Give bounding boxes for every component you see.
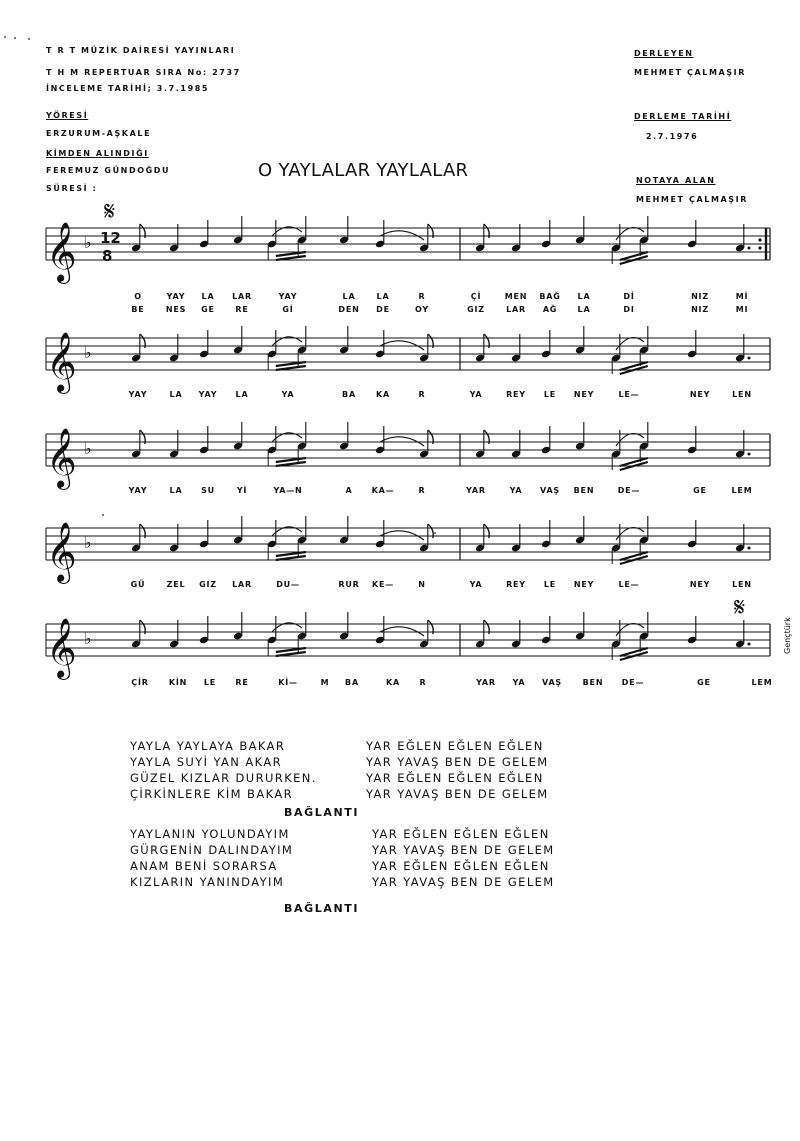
- stamp-text: Gençtürk: [783, 617, 792, 654]
- lyric-syllable: GIZ: [467, 305, 485, 314]
- lyric-syllable: YA—N: [273, 486, 303, 495]
- source-label: KİMDEN ALINDIĞI: [46, 149, 149, 158]
- slur: [380, 231, 424, 240]
- lyric-syllable: YAY: [128, 486, 148, 495]
- note-beam: [276, 556, 306, 560]
- verse-line: YAR EĞLEN EĞLEN EĞLEN: [372, 827, 550, 841]
- lyric-syllable: DEN: [338, 305, 360, 314]
- lyric-syllable: BE: [131, 305, 145, 314]
- duration-label: SÜRESİ :: [46, 184, 98, 193]
- lyric-syllable: BEN: [573, 486, 595, 495]
- lyric-syllable: N: [418, 580, 426, 589]
- lyric-syllable: Çİ: [470, 292, 482, 301]
- lyric-syllable: DU—: [276, 580, 300, 589]
- lyric-syllable: BAĞ: [539, 292, 561, 301]
- lyric-syllable: LE: [543, 580, 557, 589]
- treble-clef-icon: 𝄞: [46, 428, 77, 488]
- lyric-syllable: YA: [509, 486, 523, 495]
- lyric-syllable: BA: [342, 390, 356, 399]
- dot: [748, 247, 751, 250]
- verse-line: YAR EĞLEN EĞLEN EĞLEN: [372, 859, 550, 873]
- lyric-syllable: GE: [693, 486, 707, 495]
- lyric-syllable: LA: [169, 390, 183, 399]
- lyric-syllable: NIZ: [691, 292, 709, 301]
- lyric-syllable: ZEL: [166, 580, 186, 589]
- lyric-syllable: GE: [201, 305, 215, 314]
- verse-line: GÜRGENİN DALINDAYIM: [130, 843, 294, 857]
- lyric-syllable: YAY: [278, 292, 298, 301]
- lyric-syllable: MEN: [504, 292, 528, 301]
- lyric-syllable: KE—: [371, 580, 395, 589]
- lyric-syllable: RE: [235, 678, 249, 687]
- verse-1-left: [130, 738, 317, 802]
- region-value: ERZURUM-AŞKALE: [46, 129, 152, 138]
- lyrics-row-1b: [0, 305, 800, 319]
- lyric-syllable: A: [345, 486, 353, 495]
- lyric-syllable: MI: [735, 305, 749, 314]
- lyric-syllable: YA: [281, 390, 295, 399]
- lyric-syllable: R: [418, 292, 426, 301]
- treble-clef-icon: 𝄞: [46, 222, 77, 282]
- lyric-syllable: DE—: [621, 678, 645, 687]
- note-beam: [620, 362, 648, 370]
- note-beam: [276, 652, 306, 656]
- flat-sign-icon: ♭: [84, 343, 92, 362]
- verse-line: YAR YAVAŞ BEN DE GELEM: [366, 787, 549, 801]
- time-signature-bottom: 8: [102, 247, 113, 265]
- review-date: İNCELEME TARİHİ; 3.7.1985: [46, 84, 210, 93]
- lyric-syllable: NIZ: [691, 305, 709, 314]
- lyric-syllable: GIZ: [199, 580, 217, 589]
- lyric-syllable: LE: [543, 390, 557, 399]
- verse-line: YAYLA SUYİ YAN AKAR: [130, 755, 283, 769]
- scan-speck: [4, 36, 6, 38]
- song-title: O YAYLALAR YAYLALAR: [258, 160, 469, 181]
- repertoire-number: T H M REPERTUAR SIRA No: 2737: [46, 68, 241, 77]
- lyric-syllable: ÇİR: [131, 678, 149, 687]
- lyric-syllable: DI: [623, 305, 635, 314]
- verse-line: YAR EĞLEN EĞLEN EĞLEN: [366, 771, 544, 785]
- lyrics-row-4: [0, 580, 800, 594]
- lyric-syllable: NES: [165, 305, 187, 314]
- lyric-syllable: LA: [376, 292, 390, 301]
- compiler-value: MEHMET ÇALMAŞIR: [634, 68, 746, 77]
- repeat-dot: [758, 238, 761, 241]
- lyric-syllable: NEY: [573, 390, 595, 399]
- verse-line: GÜZEL KIZLAR DURURKEN.: [130, 771, 317, 785]
- lyric-syllable: Gİ: [282, 305, 294, 314]
- notation-value: MEHMET ÇALMAŞIR: [636, 195, 748, 204]
- source-value: FEREMUZ GÜNDOĞDU: [46, 166, 171, 175]
- note-beam: [276, 252, 306, 256]
- lyric-syllable: LEN: [732, 580, 752, 589]
- lyric-syllable: RUR: [338, 580, 360, 589]
- lyric-syllable: NEY: [573, 580, 595, 589]
- lyric-syllable: Kİ—: [278, 678, 298, 687]
- scan-speck: [14, 37, 16, 39]
- note-beam: [620, 648, 648, 656]
- lyric-syllable: R: [418, 486, 426, 495]
- note-beam: [276, 648, 306, 652]
- dot: [748, 453, 751, 456]
- lyric-syllable: NEY: [689, 390, 711, 399]
- verse-line: YAR YAVAŞ BEN DE GELEM: [366, 755, 549, 769]
- verse-2-left: [130, 826, 293, 890]
- lyric-syllable: YAY: [198, 390, 218, 399]
- scan-speck: [102, 514, 104, 516]
- flat-sign-icon: ♭: [84, 439, 92, 458]
- flat-sign-icon: ♭: [84, 533, 92, 552]
- lyric-syllable: LAR: [232, 292, 252, 301]
- refrain-label-2: BAĞLANTI: [284, 902, 360, 915]
- lyric-syllable: KA: [386, 678, 400, 687]
- lyric-syllable: YA: [469, 580, 483, 589]
- lyric-syllable: OY: [415, 305, 429, 314]
- note-beam: [620, 252, 648, 260]
- lyric-syllable: LE—: [618, 390, 640, 399]
- notation-label: NOTAYA ALAN: [636, 176, 716, 185]
- note-beam: [276, 256, 306, 260]
- lyric-syllable: AĞ: [542, 305, 558, 314]
- verse-line: YAR YAVAŞ BEN DE GELEM: [372, 843, 555, 857]
- dot: [748, 643, 751, 646]
- dot: [748, 547, 751, 550]
- lyric-syllable: LA: [201, 292, 215, 301]
- slur: [380, 627, 424, 636]
- lyric-syllable: DE—: [617, 486, 641, 495]
- verse-line: YAYLANIN YOLUNDAYIM: [130, 827, 290, 841]
- lyric-syllable: O: [134, 292, 142, 301]
- lyric-syllable: VAŞ: [541, 678, 563, 687]
- lyric-syllable: REY: [506, 390, 526, 399]
- time-signature-top: 12: [100, 229, 121, 247]
- lyrics-row-1a: [0, 292, 800, 306]
- note-beam: [276, 458, 306, 462]
- lyrics-row-5: [0, 678, 800, 692]
- verse-line: ÇİRKİNLERE KİM BAKAR: [130, 787, 293, 801]
- lyric-syllable: Yİ: [236, 486, 248, 495]
- verse-line: YAYLA YAYLAYA BAKAR: [130, 739, 286, 753]
- verse-line: YAR EĞLEN EĞLEN EĞLEN: [366, 739, 544, 753]
- lyric-syllable: LE: [203, 678, 217, 687]
- lyric-syllable: KA: [376, 390, 390, 399]
- verse-2-right: [372, 826, 555, 890]
- lyric-syllable: LA: [577, 292, 591, 301]
- lyric-syllable: LE—: [618, 580, 640, 589]
- lyric-syllable: LA: [342, 292, 356, 301]
- lyric-syllable: RE: [235, 305, 249, 314]
- verse-1-right: [366, 738, 549, 802]
- lyric-syllable: VAŞ: [539, 486, 561, 495]
- treble-clef-icon: 𝄞: [46, 618, 77, 678]
- lyric-syllable: LEM: [751, 678, 773, 687]
- lyrics-row-2: [0, 390, 800, 404]
- lyric-syllable: LA: [577, 305, 591, 314]
- lyric-syllable: M: [320, 678, 330, 687]
- lyric-syllable: BA: [345, 678, 359, 687]
- lyric-syllable: YA: [469, 390, 483, 399]
- repeat-dot: [758, 246, 761, 249]
- dot: [748, 357, 751, 360]
- lyric-syllable: Dİ: [623, 292, 635, 301]
- lyric-syllable: NEY: [689, 580, 711, 589]
- compiler-label: DERLEYEN: [634, 49, 694, 58]
- note-beam: [276, 366, 306, 370]
- lyric-syllable: SU: [201, 486, 215, 495]
- lyric-syllable: YAR: [466, 486, 486, 495]
- lyric-syllable: REY: [506, 580, 526, 589]
- segno-icon: 𝄋: [734, 593, 746, 623]
- slur: [380, 531, 424, 540]
- verse-line: ANAM BENİ SORARSA: [130, 859, 278, 873]
- verse-line: YAR YAVAŞ BEN DE GELEM: [372, 875, 555, 889]
- flat-sign-icon: ♭: [84, 233, 92, 252]
- treble-clef-icon: 𝄞: [46, 522, 77, 582]
- lyric-syllable: BEN: [582, 678, 604, 687]
- flat-sign-icon: ♭: [84, 629, 92, 648]
- scan-speck: [434, 532, 436, 534]
- refrain-label-1: BAĞLANTI: [284, 806, 360, 819]
- note-beam: [276, 552, 306, 556]
- lyric-syllable: LEM: [731, 486, 753, 495]
- lyric-syllable: YA: [512, 678, 526, 687]
- collection-date-label: DERLEME TARİHİ: [634, 112, 732, 121]
- note-beam: [620, 552, 648, 560]
- scan-speck: [28, 38, 30, 40]
- segno-icon: 𝄋: [104, 197, 116, 227]
- region-label: YÖRESİ: [46, 111, 89, 120]
- lyric-syllable: R: [418, 390, 426, 399]
- lyric-syllable: KA—: [371, 486, 395, 495]
- lyric-syllable: Mİ: [735, 292, 749, 301]
- lyric-syllable: KİN: [168, 678, 188, 687]
- lyric-syllable: LAR: [506, 305, 526, 314]
- lyric-syllable: GÜ: [130, 580, 146, 589]
- lyric-syllable: YAY: [166, 292, 186, 301]
- lyric-syllable: YAY: [128, 390, 148, 399]
- lyric-syllable: YAR: [476, 678, 496, 687]
- lyrics-row-3: [0, 486, 800, 500]
- collection-date-value: 2.7.1976: [646, 132, 699, 141]
- lyric-syllable: LA: [235, 390, 249, 399]
- note-beam: [620, 458, 648, 466]
- verse-line: KIZLARIN YANINDAYIM: [130, 875, 285, 889]
- lyric-syllable: DE: [376, 305, 390, 314]
- publisher-line: T R T MÜZİK DAİRESİ YAYINLARI: [46, 46, 236, 55]
- lyric-syllable: LA: [169, 486, 183, 495]
- slur: [380, 341, 424, 350]
- lyric-syllable: R: [419, 678, 427, 687]
- slur: [380, 437, 424, 446]
- note-beam: [276, 362, 306, 366]
- note-beam: [276, 462, 306, 466]
- lyric-syllable: GE: [697, 678, 711, 687]
- lyric-syllable: LEN: [732, 390, 752, 399]
- treble-clef-icon: 𝄞: [46, 332, 77, 392]
- lyric-syllable: LAR: [232, 580, 252, 589]
